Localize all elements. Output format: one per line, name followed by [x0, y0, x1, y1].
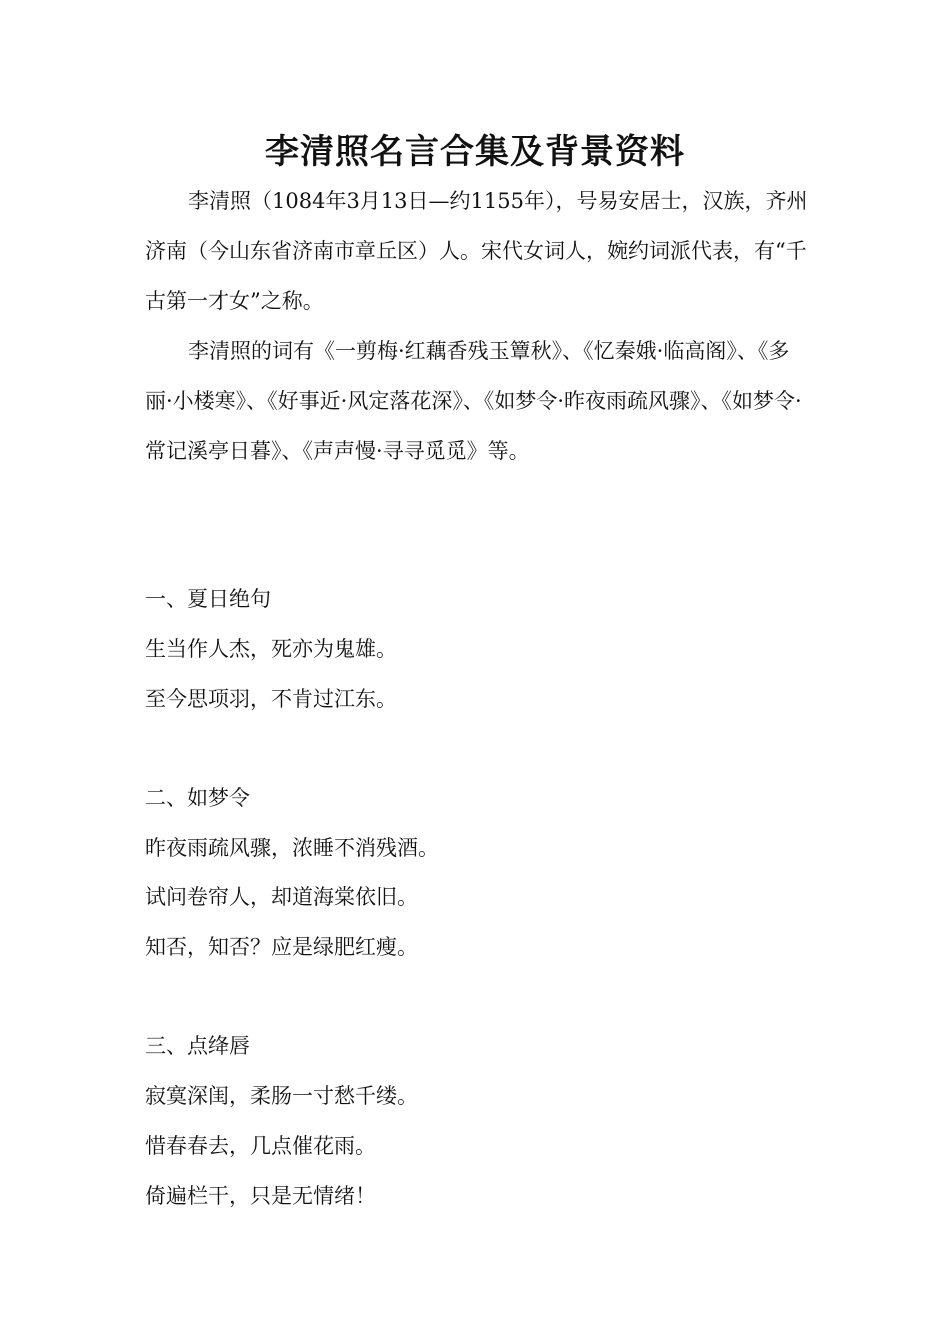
poem-line: 生当作人杰，死亦为鬼雄。 [145, 637, 397, 661]
poem-line: 寂寞深闺，柔肠一寸愁千缕。 [145, 1084, 418, 1108]
intro-paragraph-biography: 李清照（1084年3月13日—约1155年），号易安居士，汉族，齐州济南（今山东省济南市章丘区）人。宋代女词人，婉约词派代表，有“千古第一才女”之称。 [145, 189, 808, 313]
poem-line: 知否，知否？应是绿肥红瘦。 [145, 935, 418, 959]
section-heading: 三、点绛唇 [145, 1034, 250, 1058]
section-heading: 一、夏日绝句 [145, 587, 271, 611]
poem-line: 惜春春去，几点催花雨。 [145, 1134, 376, 1158]
poem-line: 至今思项羽，不肯过江东。 [145, 687, 397, 711]
document-title: 李清照名言合集及背景资料 [265, 132, 685, 172]
intro-paragraph-works: 李清照的词有《一剪梅·红藕香残玉簟秋》、《忆秦娥·临高阁》、《多丽·小楼寒》、《好事近·风定落花深》、《如梦令·昨夜雨疏风骤》、《如梦令·常记溪亭日暮》、《声声慢·寻寻觅觅》等。 [145, 339, 802, 463]
poem-line: 昨夜雨疏风骤，浓睡不消残酒。 [145, 836, 439, 860]
poem-line: 试问卷帘人，却道海棠依旧。 [145, 885, 418, 909]
section-heading: 二、如梦令 [145, 786, 250, 810]
poem-line: 倚遍栏干，只是无情绪！ [145, 1184, 376, 1208]
